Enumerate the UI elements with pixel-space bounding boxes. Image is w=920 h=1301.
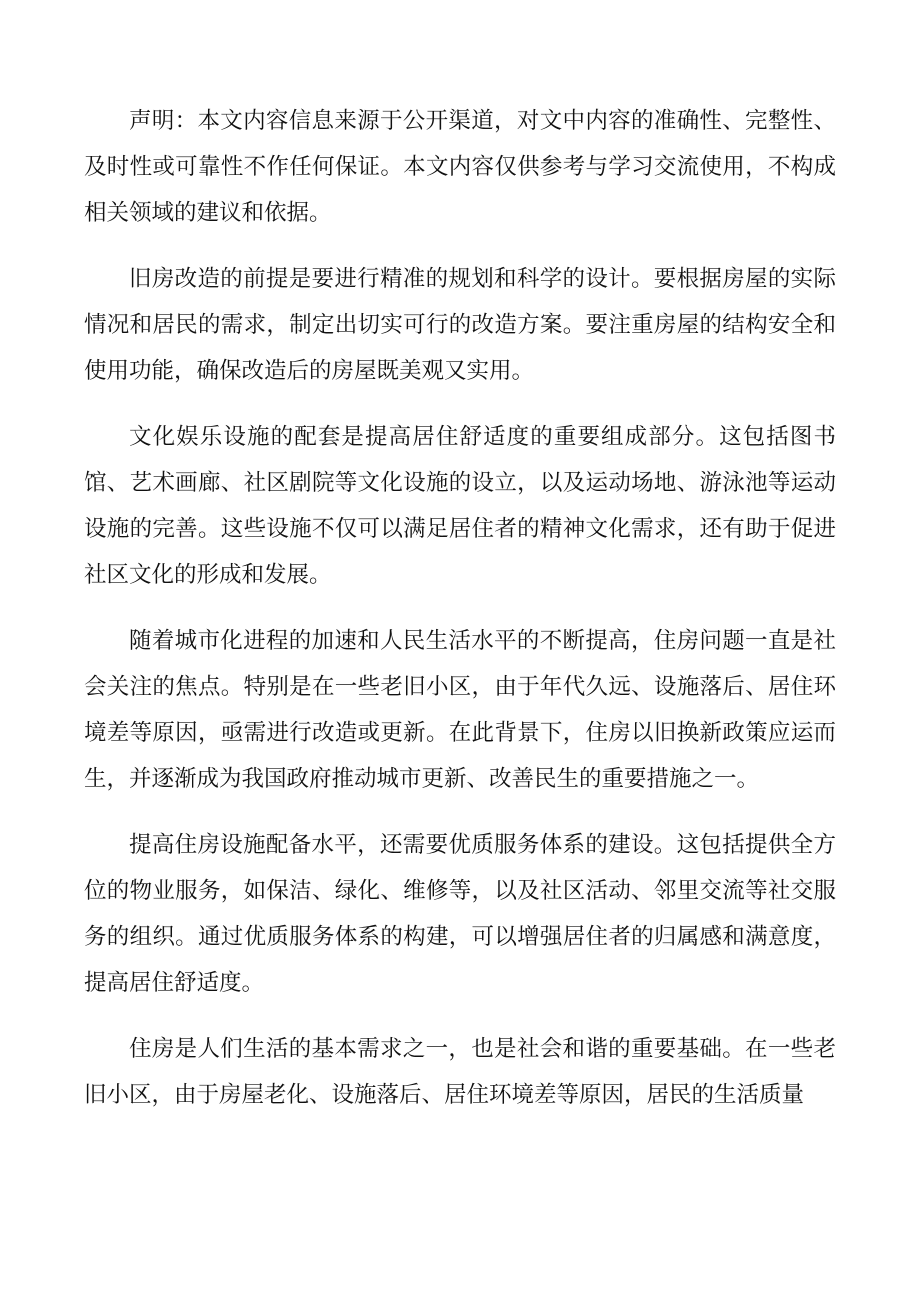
body-paragraph: 随着城市化进程的加速和人民生活水平的不断提高，住房问题一直是社会关注的焦点。特别是在一些老旧小区，由于年代久远、设施落后、居住环境差等原因，亟需进行改造或更新。在此背景下，住房以旧换新政策应运而生，并逐渐成为我国政府推动城市更新、改善民生的重要措施之一。: [84, 628, 836, 792]
body-paragraph: 住房是人们生活的基本需求之一，也是社会和谐的重要基础。在一些老旧小区，由于房屋老化、设施落后、居住环境差等原因，居民的生活质量: [84, 1036, 836, 1108]
body-paragraph: 文化娱乐设施的配套是提高居住舒适度的重要组成部分。这包括图书馆、艺术画廊、社区剧院等文化设施的设立，以及运动场地、游泳池等运动设施的完善。这些设施不仅可以满足居住者的精神文化需求，还有助于促进社区文化的形成和发展。: [84, 424, 836, 588]
body-paragraph: 旧房改造的前提是要进行精准的规划和科学的设计。要根据房屋的实际情况和居民的需求，制定出切实可行的改造方案。要注重房屋的结构安全和使用功能，确保改造后的房屋既美观又实用。: [84, 266, 836, 384]
document-page: [84, 98, 836, 1138]
disclaimer-paragraph: 声明：本文内容信息来源于公开渠道，对文中内容的准确性、完整性、及时性或可靠性不作任何保证。本文内容仅供参考与学习交流使用，不构成相关领域的建议和依据。: [84, 108, 836, 226]
body-paragraph: 提高住房设施配备水平，还需要优质服务体系的建设。这包括提供全方位的物业服务，如保洁、绿化、维修等，以及社区活动、邻里交流等社交服务的组织。通过优质服务体系的构建，可以增强居住者的归属感和满意度，提高居住舒适度。: [84, 832, 836, 996]
